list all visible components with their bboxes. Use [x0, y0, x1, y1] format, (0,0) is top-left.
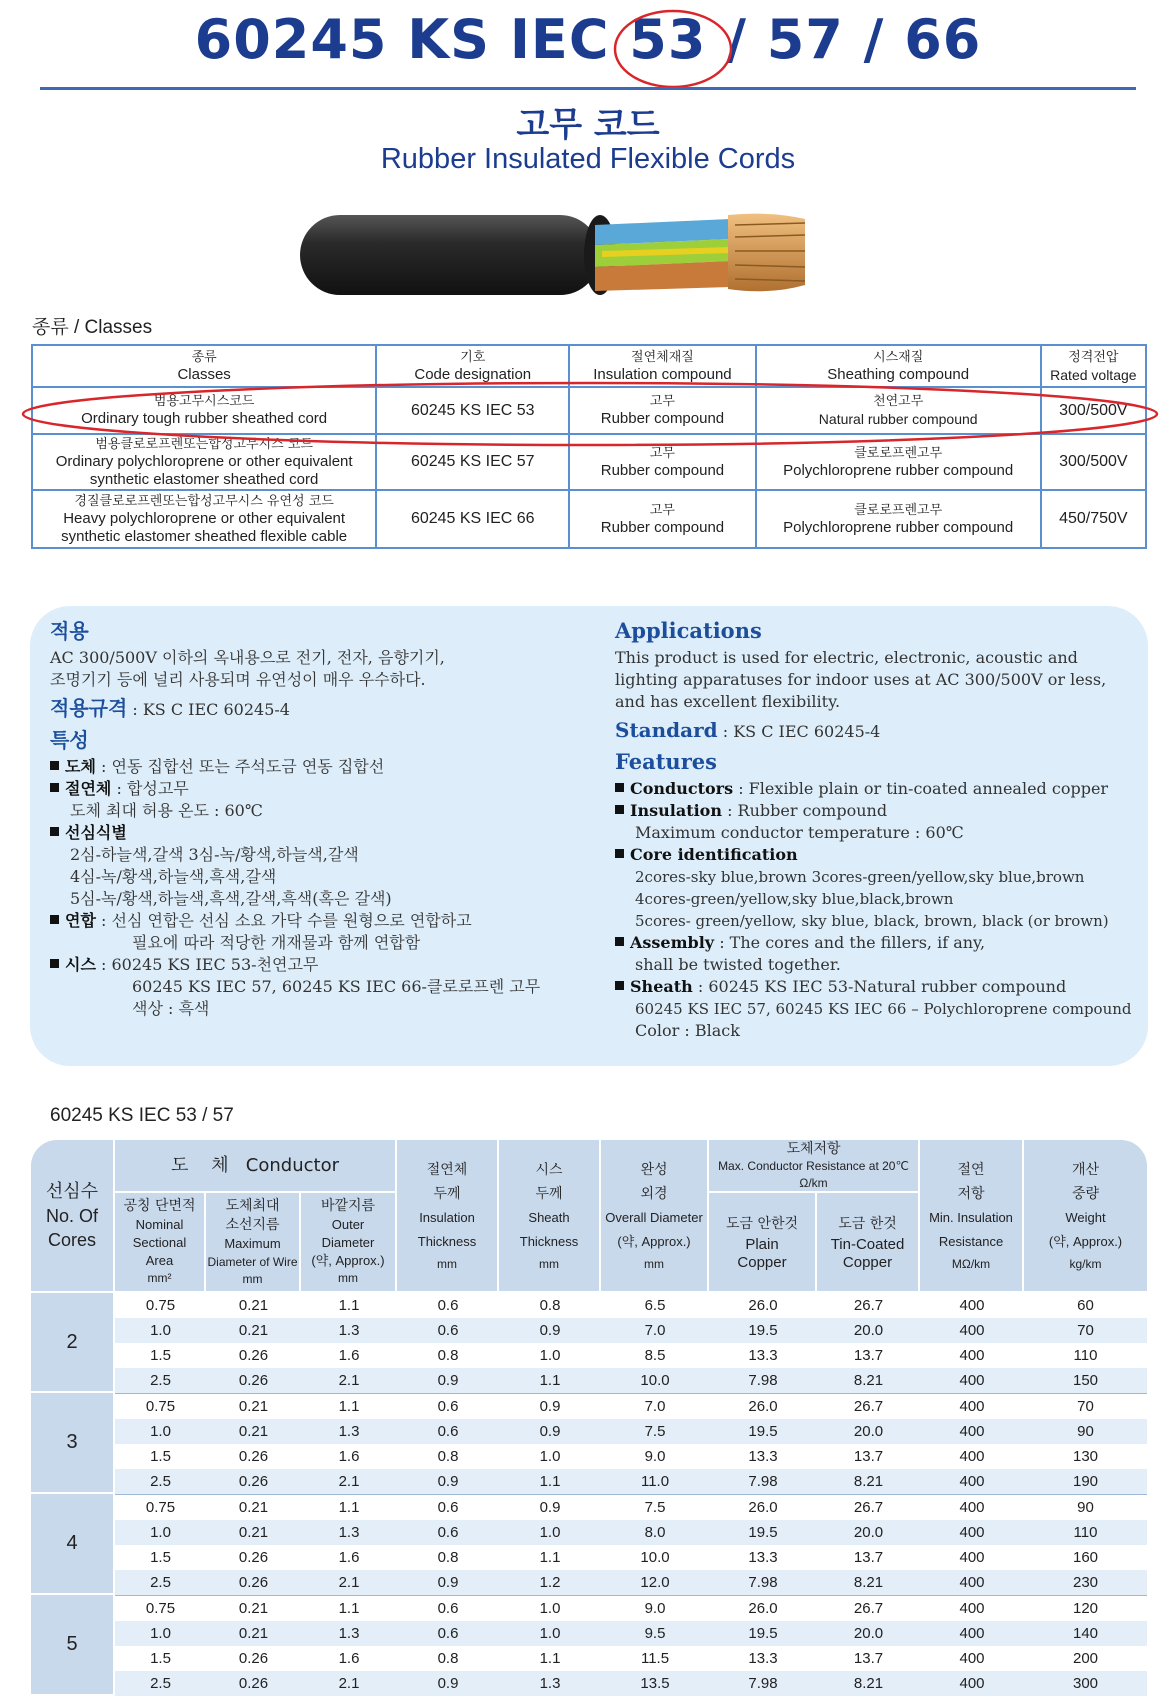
table-cell: 2.1: [301, 1671, 397, 1696]
table-cell: 0.6: [397, 1621, 499, 1646]
table-cell: 6.5: [644, 1297, 666, 1314]
table-cell: 26.0: [709, 1393, 817, 1419]
class-name: 경질클로로프렌또는합성고무시스 유연성 코드 Heavy polychloroprene or other equivalent synthetic elastomer sheathed flexible cable: [32, 490, 376, 548]
table-cell: 400: [959, 1549, 985, 1566]
table-cell: 19.5: [709, 1318, 817, 1343]
table-cell: 1.0: [115, 1419, 206, 1444]
table-cell: 2.5: [115, 1469, 206, 1494]
table-cell: 13.7: [853, 1650, 884, 1667]
table-cell: 13.7: [853, 1347, 884, 1364]
table-cell: 0.26: [238, 1549, 269, 1566]
cores-count: 2: [31, 1293, 115, 1393]
feature-text: 4cores-green/yellow,sky blue,black,brown: [635, 890, 954, 908]
table-cell: 13.3: [748, 1448, 778, 1465]
table-cell: 0.9: [499, 1318, 601, 1343]
table-cell: 2.5: [115, 1368, 206, 1393]
table-cell: 0.26: [206, 1671, 301, 1696]
table-cell: 0.26: [206, 1469, 301, 1494]
page-subtitle-ko: 고무 코드: [516, 105, 660, 145]
applications-text-en: lighting apparatuses for indoor uses at AC 300/500V or less,: [615, 670, 1107, 689]
table-row: [31, 1318, 1147, 1343]
spec-table: [31, 1140, 1147, 1696]
table-cell: 1.1: [301, 1595, 397, 1621]
table-row: [31, 1545, 1147, 1570]
header-sheathing: 시스재질 Sheathing compound: [756, 345, 1041, 387]
table-cell: 26.7: [853, 1297, 884, 1314]
table-cell: 9.5: [601, 1621, 709, 1646]
table-cell: 20.0: [817, 1318, 920, 1343]
table-cell: 400: [920, 1393, 1024, 1419]
feature-core-ko: 선심식별: [50, 822, 610, 844]
table-cell: 0.26: [238, 1347, 269, 1364]
table-cell: 1.0: [115, 1520, 206, 1545]
table-cell: 7.98: [709, 1469, 817, 1494]
header-overall-diameter: 완성 외경 Overall Diameter (약, Approx.) mm: [601, 1140, 709, 1293]
table-cell: 70: [1024, 1393, 1147, 1419]
table-cell: 230: [1024, 1570, 1147, 1595]
table-cell: 1.1: [539, 1549, 561, 1566]
applications-text-ko: AC 300/500V 이하의 옥내용으로 전기, 전자, 음향기기,: [50, 648, 445, 667]
header-insulation-thickness: 절연체 두께 Insulation Thickness mm: [397, 1140, 499, 1293]
table-cell: 1.3: [499, 1671, 601, 1696]
table-cell: 1.1: [499, 1469, 601, 1494]
feature-sheath-ko: 시스 : 60245 KS IEC 53-천연고무: [50, 954, 610, 976]
table-cell: 0.9: [397, 1671, 499, 1696]
table-cell: 1.2: [499, 1570, 601, 1595]
table-cell: 0.8: [437, 1650, 459, 1667]
table-cell: 8.21: [817, 1570, 920, 1595]
table-cell: 0.9: [499, 1494, 601, 1520]
table-cell: 1.0: [499, 1595, 601, 1621]
table-cell: 400: [959, 1297, 985, 1314]
table-cell: 0.26: [206, 1368, 301, 1393]
feature-text: 5cores- green/yellow, sky blue, black, brown, black (or brown): [635, 912, 1109, 930]
table-cell: 60: [1077, 1297, 1094, 1314]
table-cell: 400: [959, 1650, 985, 1667]
header-plain-copper: 도금 안한것 Plain Copper: [709, 1193, 817, 1293]
table-row: [31, 1646, 1147, 1671]
table-cell: 110: [1073, 1347, 1098, 1364]
table-cell: 0.8: [437, 1347, 459, 1364]
feature-text: shall be twisted together.: [635, 955, 841, 974]
feature-text: 5심-녹/황색,하늘색,흑색,갈색,흑색(혹은 갈색): [70, 889, 392, 908]
table-cell: 0.21: [206, 1520, 301, 1545]
table-row: [31, 1469, 1147, 1494]
table-cell: 26.0: [709, 1595, 817, 1621]
table-cell: 1.3: [301, 1520, 397, 1545]
table-cell: 0.9: [397, 1570, 499, 1595]
header-insulation-resistance: 절연 저항 Min. Insulation Resistance MΩ/km: [920, 1140, 1024, 1293]
table-cell: 1.6: [338, 1549, 360, 1566]
table-cell: 190: [1024, 1469, 1147, 1494]
table-cell: 0.8: [539, 1297, 561, 1314]
table-cell: 13.7: [853, 1448, 884, 1465]
table-cell: 0.26: [238, 1448, 269, 1465]
table-cell: 140: [1024, 1621, 1147, 1646]
table-cell: 1.3: [301, 1318, 397, 1343]
class-name: 범용클로로프렌또는합성고무시스 코드 Ordinary polychloroprene or other equivalent synthetic elastomer sheathed cord: [32, 434, 376, 490]
table-cell: 12.0: [601, 1570, 709, 1595]
header-insulation: 절연체재질 Insulation compound: [569, 345, 755, 387]
feature-sheath-en: Sheath : 60245 KS IEC 53-Natural rubber compound: [615, 976, 1135, 998]
page-title: 60245 KS IEC 53 / 57 / 66: [194, 8, 982, 71]
table-cell: 1.0: [115, 1318, 206, 1343]
table-cell: 400: [920, 1520, 1024, 1545]
table-cell: 1.1: [499, 1368, 601, 1393]
applications-text-en: and has excellent flexibility.: [615, 692, 841, 711]
table-cell: 0.8: [437, 1448, 459, 1465]
table-cell: 8.21: [817, 1368, 920, 1393]
table-cell: 1.5: [150, 1549, 171, 1566]
header-tin-copper: 도금 한것 Tin-Coated Copper: [817, 1193, 920, 1293]
feature-text: 도체 최대 허용 온도 : 60℃: [70, 801, 263, 820]
table-cell: 0.6: [397, 1520, 499, 1545]
header-sectional-area: 공칭 단면적 Nominal Sectional Area mm²: [115, 1193, 206, 1293]
table-cell: 400: [920, 1570, 1024, 1595]
cores-count: 5: [31, 1595, 115, 1696]
spec-caption: 60245 KS IEC 53 / 57: [50, 1105, 234, 1126]
table-cell: 13.3: [748, 1549, 778, 1566]
table-cell: 7.5: [601, 1419, 709, 1444]
rated-voltage: 450/750V: [1041, 490, 1146, 548]
table-cell: 20.0: [817, 1520, 920, 1545]
table-cell: 1.1: [539, 1650, 561, 1667]
table-row: [31, 1520, 1147, 1545]
sheathing-compound: 클로로프렌고무 Polychloroprene rubber compound: [756, 434, 1041, 490]
table-cell: 13.5: [601, 1671, 709, 1696]
table-cell: 0.26: [238, 1650, 269, 1667]
table-cell: 13.3: [748, 1347, 778, 1364]
table-cell: 11.5: [640, 1650, 670, 1667]
table-cell: 0.21: [206, 1419, 301, 1444]
table-cell: 120: [1024, 1595, 1147, 1621]
table-cell: 7.0: [601, 1318, 709, 1343]
highlight-circle-title: [610, 8, 740, 94]
feature-conductor-ko: 도체 : 연동 집합선 또는 주석도금 연동 집합선: [50, 756, 610, 778]
table-cell: 8.5: [644, 1347, 666, 1364]
table-cell: 2.1: [301, 1570, 397, 1595]
features-heading-ko: 특성: [50, 728, 89, 752]
table-cell: 0.21: [206, 1494, 301, 1520]
table-cell: 10.0: [640, 1549, 670, 1566]
table-cell: 0.9: [499, 1393, 601, 1419]
table-cell: 20.0: [817, 1621, 920, 1646]
table-cell: 0.75: [115, 1393, 206, 1419]
sheathing-compound: 클로로프렌고무 Polychloroprene rubber compound: [756, 490, 1041, 548]
table-cell: 0.6: [397, 1393, 499, 1419]
table-cell: 19.5: [709, 1520, 817, 1545]
table-cell: 400: [920, 1469, 1024, 1494]
table-cell: 8.21: [817, 1671, 920, 1696]
feature-text: 2심-하늘색,갈색 3심-녹/황색,하늘색,갈색: [70, 845, 359, 864]
feature-text: 필요에 따라 적당한 개재물과 함께 연합함: [132, 933, 421, 952]
page-subtitle-en: Rubber Insulated Flexible Cords: [380, 143, 796, 175]
feature-core-en: Core identification: [615, 844, 1135, 866]
table-cell: 0.6: [397, 1318, 499, 1343]
header-wire-diameter: 도체최대 소선지름 Maximum Diameter of Wire mm: [206, 1193, 301, 1293]
table-cell: 0.6: [397, 1419, 499, 1444]
table-cell: 7.98: [709, 1671, 817, 1696]
table-cell: 2.1: [301, 1368, 397, 1393]
table-cell: 1.5: [150, 1448, 171, 1465]
table-cell: 400: [959, 1347, 985, 1364]
table-cell: 400: [920, 1368, 1024, 1393]
rated-voltage: 300/500V: [1041, 387, 1146, 434]
table-cell: 400: [920, 1318, 1024, 1343]
table-cell: 2.5: [115, 1671, 206, 1696]
table-cell: 13.7: [853, 1549, 884, 1566]
feature-text: 2cores-sky blue,brown 3cores-green/yellow,sky blue,brown: [635, 868, 1085, 886]
table-cell: 200: [1073, 1650, 1099, 1667]
table-cell: 8.21: [817, 1469, 920, 1494]
feature-text: 60245 KS IEC 57, 60245 KS IEC 66-클로로프렌 고무: [132, 977, 541, 996]
table-row: [31, 1393, 1147, 1419]
highlight-ellipse-row: [20, 378, 1160, 458]
table-cell: 19.5: [709, 1621, 817, 1646]
table-cell: 26.0: [748, 1297, 778, 1314]
cable-illustration: [290, 205, 890, 315]
table-cell: 1.3: [301, 1419, 397, 1444]
table-cell: 0.9: [499, 1419, 601, 1444]
table-cell: 1.6: [338, 1650, 360, 1667]
table-cell: 0.21: [238, 1297, 269, 1314]
table-cell: 400: [920, 1419, 1024, 1444]
title-divider: [40, 87, 1136, 90]
feature-insulation-en: Insulation : Rubber compound: [615, 800, 1135, 822]
table-cell: 8.0: [601, 1520, 709, 1545]
table-cell: 0.75: [115, 1595, 206, 1621]
table-cell: 1.0: [499, 1520, 601, 1545]
header-conductor: 도 체 Conductor: [115, 1140, 397, 1193]
standard-en: Standard : KS C IEC 60245-4: [615, 718, 881, 742]
table-cell: 400: [920, 1621, 1024, 1646]
table-cell: 20.0: [817, 1419, 920, 1444]
table-row: [31, 1368, 1147, 1393]
table-cell: 10.0: [601, 1368, 709, 1393]
rated-voltage: 300/500V: [1041, 434, 1146, 490]
standard-ko: 적용규격 : KS C IEC 60245-4: [50, 696, 290, 720]
table-row: [31, 1444, 1147, 1469]
feature-insulation-ko: 절연체 : 합성고무: [50, 778, 610, 800]
table-cell: 9.0: [601, 1595, 709, 1621]
feature-text: 60245 KS IEC 57, 60245 KS IEC 66 – Polychloroprene compound: [635, 1000, 1132, 1018]
table-cell: 0.21: [206, 1393, 301, 1419]
table-cell: 19.5: [709, 1419, 817, 1444]
table-cell: 1.0: [115, 1621, 206, 1646]
feature-text: Maximum conductor temperature : 60℃: [635, 823, 964, 842]
insulation-compound: 고무 Rubber compound: [569, 490, 755, 548]
table-cell: 0.75: [145, 1297, 176, 1314]
table-cell: 0.6: [397, 1494, 499, 1520]
table-cell: 13.3: [748, 1650, 778, 1667]
code-designation: 60245 KS IEC 53: [376, 387, 569, 434]
table-cell: 1.6: [338, 1448, 360, 1465]
table-cell: 0.75: [115, 1494, 206, 1520]
feature-text: 색상 : 흑색: [132, 999, 210, 1018]
table-cell: 0.6: [397, 1595, 499, 1621]
header-classes: 종류 Classes: [32, 345, 376, 387]
cores-count: 3: [31, 1393, 115, 1494]
table-cell: 7.5: [601, 1494, 709, 1520]
header-sheath-thickness: 시스 두께 Sheath Thickness mm: [499, 1140, 601, 1293]
table-row: [31, 1343, 1147, 1368]
table-cell: 0.21: [206, 1595, 301, 1621]
table-cell: 1.6: [338, 1347, 360, 1364]
table-cell: 130: [1073, 1448, 1099, 1465]
header-outer-diameter: 바깥지름 Outer Diameter (약, Approx.) mm: [301, 1193, 397, 1293]
table-cell: 11.0: [601, 1469, 709, 1494]
classes-caption: 종류 / Classes: [32, 317, 153, 338]
applications-heading-ko: 적용: [50, 619, 89, 643]
info-korean: [50, 618, 610, 1020]
table-cell: 400: [920, 1671, 1024, 1696]
table-cell: 90: [1024, 1419, 1147, 1444]
table-cell: 26.0: [709, 1494, 817, 1520]
header-code: 기호 Code designation: [376, 345, 569, 387]
table-cell: 70: [1024, 1318, 1147, 1343]
table-cell: 7.0: [601, 1393, 709, 1419]
table-row: [31, 1419, 1147, 1444]
table-cell: 1.5: [150, 1347, 171, 1364]
table-cell: 26.7: [817, 1393, 920, 1419]
applications-text-ko: 조명기기 등에 널리 사용되며 유연성이 매우 우수하다.: [50, 670, 426, 689]
table-cell: 1.1: [301, 1494, 397, 1520]
applications-heading-en: Applications: [615, 618, 762, 643]
table-cell: 160: [1073, 1549, 1099, 1566]
table-cell: 1.5: [150, 1650, 171, 1667]
table-cell: 1.3: [301, 1621, 397, 1646]
table-cell: 400: [920, 1595, 1024, 1621]
class-name: 범용고무시스코드 Ordinary tough rubber sheathed cord: [32, 387, 376, 434]
table-cell: 0.9: [397, 1469, 499, 1494]
table-cell: 1.1: [301, 1393, 397, 1419]
table-row: [31, 1671, 1147, 1696]
header-weight: 개산 중량 Weight (약, Approx.) kg/km: [1024, 1140, 1147, 1293]
header-cores: 선심수 No. Of Cores: [31, 1140, 115, 1293]
feature-text: 4심-녹/황색,하늘색,흑색,갈색: [70, 867, 277, 886]
table-row: [31, 1595, 1147, 1621]
table-row: [31, 1570, 1147, 1595]
table-cell: 300: [1024, 1671, 1147, 1696]
table-cell: 1.1: [338, 1297, 360, 1314]
table-cell: 0.9: [397, 1368, 499, 1393]
table-cell: 0.26: [206, 1570, 301, 1595]
table-cell: 0.21: [206, 1621, 301, 1646]
spec-header-row: [31, 1140, 1147, 1193]
table-cell: 2.5: [115, 1570, 206, 1595]
code-designation: 60245 KS IEC 57: [376, 434, 569, 490]
table-cell: 1.0: [539, 1347, 561, 1364]
info-english: [615, 618, 1135, 1042]
table-cell: 400: [920, 1494, 1024, 1520]
table-cell: 1.0: [499, 1621, 601, 1646]
table-cell: 26.7: [817, 1595, 920, 1621]
feature-conductor-en: Conductors : Flexible plain or tin-coated annealed copper: [615, 778, 1135, 800]
table-cell: 0.21: [206, 1318, 301, 1343]
code-designation: 60245 KS IEC 66: [376, 490, 569, 548]
features-heading-en: Features: [615, 749, 717, 774]
table-row: [31, 1494, 1147, 1520]
cores-count: 4: [31, 1494, 115, 1595]
table-row: [31, 1621, 1147, 1646]
feature-assembly-en: Assembly : The cores and the fillers, if any,: [615, 932, 1135, 954]
table-cell: 9.0: [644, 1448, 666, 1465]
spec-table-body: [31, 1293, 1147, 1696]
table-cell: 400: [959, 1448, 985, 1465]
table-cell: 26.7: [817, 1494, 920, 1520]
classes-row: [32, 490, 1146, 548]
table-cell: 7.98: [709, 1368, 817, 1393]
header-voltage: 정격전압 Rated voltage: [1041, 345, 1146, 387]
applications-text-en: This product is used for electric, electronic, acoustic and: [615, 648, 1078, 667]
table-cell: 1.0: [539, 1448, 561, 1465]
sheathing-compound: 천연고무 Natural rubber compound: [756, 387, 1041, 434]
insulation-compound: 고무 Rubber compound: [569, 434, 755, 490]
table-cell: 2.1: [301, 1469, 397, 1494]
table-cell: 110: [1024, 1520, 1147, 1545]
table-cell: 90: [1024, 1494, 1147, 1520]
table-cell: 7.98: [709, 1570, 817, 1595]
insulation-compound: 고무 Rubber compound: [569, 387, 755, 434]
header-resistance: 도체저항 Max. Conductor Resistance at 20℃ Ω/km: [709, 1140, 920, 1193]
table-row: [31, 1293, 1147, 1318]
feature-text: Color : Black: [635, 1021, 740, 1040]
feature-assembly-ko: 연합 : 선심 연합은 선심 소요 가닥 수를 원형으로 연합하고: [50, 910, 610, 932]
table-cell: 0.8: [437, 1549, 459, 1566]
table-cell: 0.6: [437, 1297, 459, 1314]
table-cell: 150: [1024, 1368, 1147, 1393]
